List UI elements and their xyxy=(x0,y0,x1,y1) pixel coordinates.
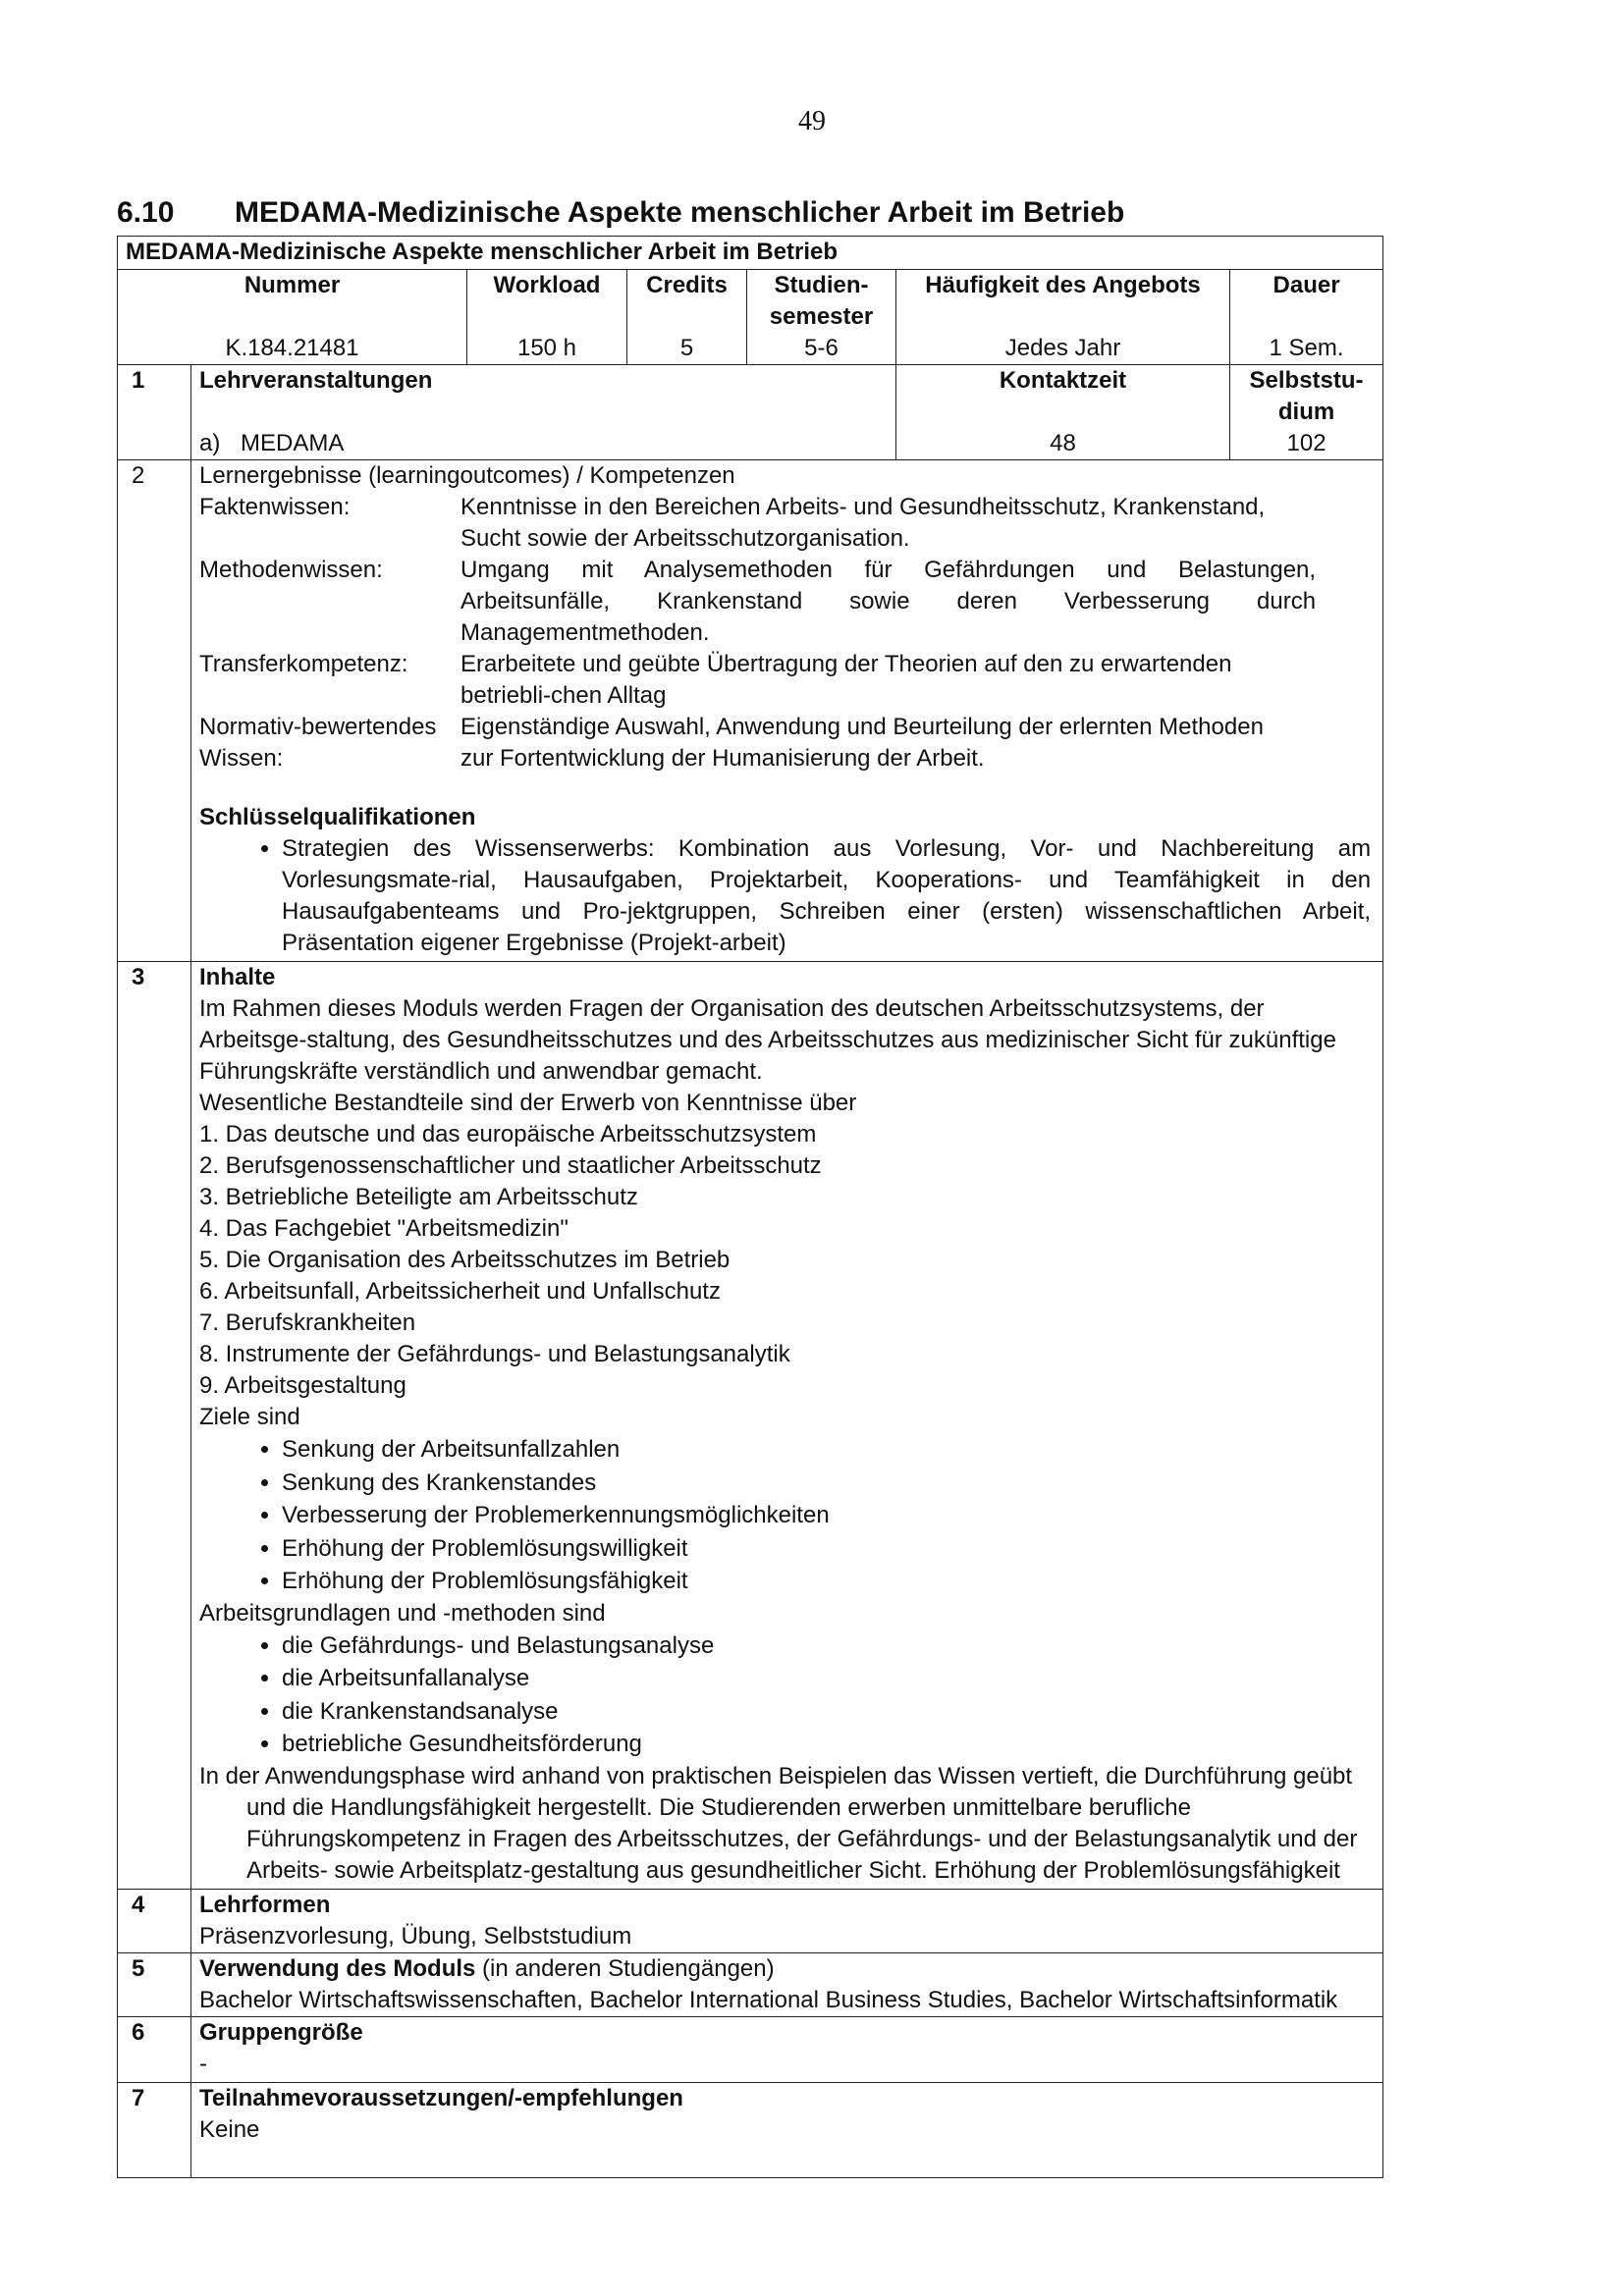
list-item: • Senkung des Krankenstandes xyxy=(282,1467,1375,1500)
module-title-row xyxy=(118,237,1383,270)
competency-key: Normativ-bewertendes Wissen: xyxy=(199,714,437,772)
verwendung-heading xyxy=(199,1953,1375,1985)
credits-value: 5 xyxy=(679,335,694,361)
semester-cell xyxy=(747,270,896,365)
row-number-3: 3 xyxy=(118,962,191,1890)
component-item: 7. Berufskrankheiten xyxy=(199,1309,416,1336)
page-number: 49 xyxy=(798,106,826,136)
list-item: • Erhöhung der Problemlösungsfähigkeit xyxy=(282,1565,1375,1598)
component-item: 6. Arbeitsunfall, Arbeitssicherheit und Unfallschutz xyxy=(199,1278,721,1305)
list-item: • die Krankenstandsanalyse xyxy=(282,1695,1375,1729)
verwendung-label-suffix: (in anderen Studiengängen) xyxy=(475,1954,775,1982)
component-item: 9. Arbeitsgestaltung xyxy=(199,1372,406,1399)
list-item: • Strategien des Wissenserwerbs: Kombination aus Vorlesung, Vor- und Nachbereitung am Vorlesungsmate-rial, Hausaufgaben, Projektarbeit, Kooperations- und Teamfähigkeit in den Hausaufgabenteams und Pro-jektgruppen, Schreiben einer (ersten) wissenschaftlichen Arbeit, Präsentation eigener Ergebnisse (Projekt-arbeit) xyxy=(282,833,1371,959)
inhalte-intro: Im Rahmen dieses Moduls werden Fragen der Organisation des deutschen Arbeitsschutzsystems, der Arbeitsge-staltung, des Gesundheitsschutzes und des Arbeitsschutzes aus medizinischer Sicht für zukünftige Führungskräfte verständlich und anwendbar gemacht. xyxy=(199,995,1336,1085)
kontaktzeit-cell xyxy=(896,365,1230,460)
row-lehrformen xyxy=(118,1889,1383,1952)
nummer-header: Nummer xyxy=(244,272,341,298)
course-item xyxy=(199,428,344,459)
nummer-cell xyxy=(118,270,467,365)
course-name: MEDAMA xyxy=(241,430,345,456)
list-item: • Verbesserung der Problemerkennungsmöglichkeiten xyxy=(282,1499,1375,1532)
key-qualifications-list xyxy=(199,833,1371,959)
component-item: 2. Berufsgenossenschaftlicher und staatlicher Arbeitsschutz xyxy=(199,1152,822,1179)
workload-value: 150 h xyxy=(516,335,577,361)
application-text: In der Anwendungsphase wird anhand von praktischen Beispielen das Wissen vertieft, die Durchführung geübt und die Handlungsfähigkeit hergestellt. Die Studierenden erwerben unmittelbare berufliche Führungskompetenz in Fragen des Arbeitsschutzes, der Gefährdungs- und der Belastungsanalytik und der Arbeits- sowie Arbeitsplatz-gestaltung aus gesundheitlicher Sicht. Erhöhung der Problemlösungsfähigkeit xyxy=(199,1762,1358,1884)
lernergebnisse-cell xyxy=(191,460,1383,962)
lehrformen-label: Lehrformen xyxy=(199,1891,331,1918)
module-header-row xyxy=(118,270,1383,365)
gruppengroesse-text: - xyxy=(199,2050,207,2077)
inhalte-cell xyxy=(191,962,1383,1890)
row-number-7: 7 xyxy=(118,2082,191,2177)
goals-list xyxy=(199,1433,1375,1598)
credits-cell xyxy=(627,270,747,365)
kontaktzeit-label: Kontaktzeit xyxy=(999,367,1127,394)
row-number-5: 5 xyxy=(118,1952,191,2016)
selbststudium-cell xyxy=(1230,365,1383,460)
components-label: Wesentliche Bestandteile sind der Erwerb von Kenntnisse über xyxy=(199,1090,857,1116)
row-gruppengroesse xyxy=(118,2016,1383,2082)
module-table xyxy=(117,236,1383,2178)
list-item: • Erhöhung der Problemlösungswilligkeit xyxy=(282,1532,1375,1566)
competency-key: Faktenwissen: xyxy=(199,494,351,520)
semester-value: 5-6 xyxy=(804,335,839,361)
section-number: 6.10 xyxy=(117,196,175,229)
credits-header: Credits xyxy=(646,272,728,298)
competency-list xyxy=(199,492,1375,774)
row-verwendung xyxy=(118,1952,1383,2016)
section-heading xyxy=(117,196,1124,230)
component-item: 1. Das deutsche und das europäische Arbeitsschutzsystem xyxy=(199,1121,817,1148)
semester-header: Studien- semester xyxy=(769,272,874,330)
section-title: MEDAMA-Medizinische Aspekte menschlicher Arbeit im Betrieb xyxy=(235,196,1125,229)
lehrformen-text: Präsenzvorlesung, Übung, Selbststudium xyxy=(199,1922,632,1949)
lehrformen-cell xyxy=(191,1889,1383,1952)
teilnahmevoraussetzungen-text: Keine xyxy=(199,2115,260,2143)
verwendung-label: Verwendung des Moduls xyxy=(199,1954,476,1982)
component-item: 8. Instrumente der Gefährdungs- und Belastungsanalytik xyxy=(199,1341,790,1367)
inhalte-label: Inhalte xyxy=(199,964,276,990)
selbststudium-label: Selbststu- dium xyxy=(1249,367,1364,425)
dauer-value: 1 Sem. xyxy=(1269,335,1344,361)
component-item: 5. Die Organisation des Arbeitsschutzes im Betrieb xyxy=(199,1247,731,1273)
methods-label: Arbeitsgrundlagen und -methoden sind xyxy=(199,1599,606,1627)
list-item: • betriebliche Gesundheitsförderung xyxy=(282,1728,1375,1761)
haeufigkeit-cell xyxy=(896,270,1230,365)
module-title: MEDAMA-Medizinische Aspekte menschlicher Arbeit im Betrieb xyxy=(118,237,1383,270)
component-item: 4. Das Fachgebiet "Arbeitsmedizin" xyxy=(199,1215,568,1242)
row-number-1: 1 xyxy=(118,365,191,460)
competency-value: Eigenständige Auswahl, Anwendung und Beurteilung der erlernten Methoden zur Fortentwicklung der Humanisierung der Arbeit. xyxy=(460,714,1264,772)
competency-value: Erarbeitete und geübte Übertragung der Theorien auf den zu erwartenden betriebli-chen Alltag xyxy=(460,651,1232,709)
gruppengroesse-label: Gruppengröße xyxy=(199,2018,363,2046)
competency-value: Kenntnisse in den Bereichen Arbeits- und Gesundheitsschutz, Krankenstand, Sucht sowie der Arbeitsschutzorganisation. xyxy=(460,494,1266,552)
key-qualifications-label: Schlüsselqualifikationen xyxy=(199,804,476,830)
competency-key: Transferkompetenz: xyxy=(199,651,408,677)
workload-header: Workload xyxy=(493,272,601,298)
row-number-2: 2 xyxy=(118,460,191,962)
row-number-4: 4 xyxy=(118,1889,191,1952)
row-number-6: 6 xyxy=(118,2016,191,2082)
dauer-cell xyxy=(1230,270,1383,365)
workload-cell xyxy=(467,270,627,365)
methods-list xyxy=(199,1629,1375,1761)
row-inhalte xyxy=(118,962,1383,1890)
list-item: • die Arbeitsunfallanalyse xyxy=(282,1662,1375,1695)
course-letter: a) xyxy=(199,430,221,456)
row-lehrveranstaltungen xyxy=(118,365,1383,460)
dauer-header: Dauer xyxy=(1272,272,1340,298)
list-item: • Senkung der Arbeitsunfallzahlen xyxy=(282,1433,1375,1467)
row-teilnahmevoraussetzungen xyxy=(118,2082,1383,2177)
list-item: • die Gefährdungs- und Belastungsanalyse xyxy=(282,1629,1375,1663)
gruppengroesse-cell xyxy=(191,2016,1383,2082)
teilnahmevoraussetzungen-cell xyxy=(191,2082,1383,2177)
competency-value: Umgang mit Analysemethoden für Gefährdungen und Belastungen, Arbeitsunfälle, Krankenstand sowie deren Verbesserung durch Managementmethoden. xyxy=(460,557,1317,646)
haeufigkeit-value: Jedes Jahr xyxy=(1004,335,1121,361)
competency-key: Methodenwissen: xyxy=(199,557,383,583)
selbststudium-value: 102 xyxy=(1286,430,1326,456)
kontaktzeit-value: 48 xyxy=(1050,430,1076,456)
lernergebnisse-label: Lernergebnisse (learningoutcomes) / Kompetenzen xyxy=(199,462,735,489)
verwendung-cell xyxy=(191,1952,1383,2016)
component-item: 3. Betriebliche Beteiligte am Arbeitsschutz xyxy=(199,1184,638,1210)
haeufigkeit-header: Häufigkeit des Angebots xyxy=(925,272,1201,298)
row-lernergebnisse xyxy=(118,460,1383,962)
goals-label: Ziele sind xyxy=(199,1404,300,1430)
lehrveranstaltungen-cell xyxy=(191,365,896,460)
nummer-value: K.184.21481 xyxy=(225,335,359,361)
teilnahmevoraussetzungen-label: Teilnahmevoraussetzungen/-empfehlungen xyxy=(199,2084,683,2111)
lehrveranstaltungen-label: Lehrveranstaltungen xyxy=(199,367,433,394)
verwendung-text: Bachelor Wirtschaftswissenschaften, Bachelor International Business Studies, Bachelor Wirtschaftsinformatik xyxy=(199,1986,1338,2013)
